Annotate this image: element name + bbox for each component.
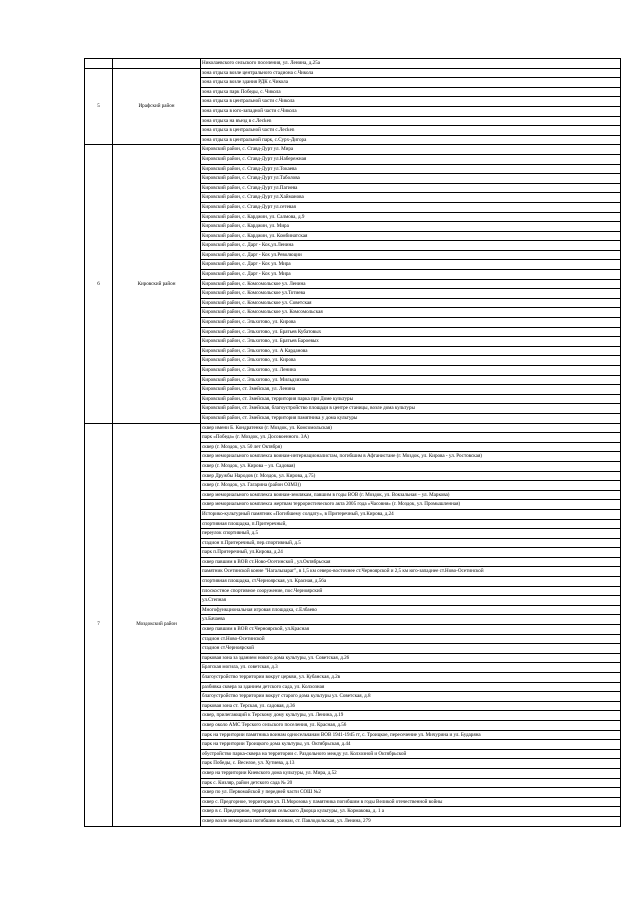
location-cell: Кировский район, с. Ставд-Дурт ул. Мира	[201, 145, 621, 155]
location-cell: зона отдыха возле центрального стадиона с.Чикола	[201, 68, 621, 78]
location-cell: стадион ст.Ново-Осетинской	[201, 634, 621, 644]
location-cell: плоскостное спортивное сооружение, пос.Черноярский	[201, 586, 621, 596]
location-cell: Братская могила, ул. советская, д.3	[201, 663, 621, 673]
location-cell: Кировский район, с. Ставд-Дурт ул.Таболова	[201, 174, 621, 184]
location-cell: зона отдыха возле здания РДК с.Чикола	[201, 78, 621, 88]
location-cell: Кировский район, с. Карджин, ул. Мира	[201, 222, 621, 232]
table-row	[85, 68, 621, 78]
location-cell: сквер на территории Киевского дома культуры, ул. Мира, д.52	[201, 768, 621, 778]
location-cell: зона отдыха в юго-западной части с.Чикола	[201, 106, 621, 116]
location-cell: Кировский район, с. Ставд-Дурт ул.Токаева	[201, 164, 621, 174]
location-cell: парковая зона за зданием нового дома культуры, ул. Советская, д.26	[201, 653, 621, 663]
location-cell: Кировский район, с. Эльхотово, ул. Кирова	[201, 318, 621, 328]
location-cell: зона отдыха на въезд в с.Лесken	[201, 116, 621, 126]
location-cell: парковая зона ст. Терская, ул. садовая, д.36	[201, 701, 621, 711]
location-cell: Кировский район, с. Комсомольское ул. Комсомольская	[201, 308, 621, 318]
document-page	[84, 58, 620, 827]
location-cell: Кировский район, с. Эльхотово, ул. Кирова	[201, 356, 621, 366]
location-cell: Кировский район, с. Эльхотово, ул. Мильдзихова	[201, 375, 621, 385]
group-number: 7	[85, 423, 113, 826]
location-cell: благоустройство территории вокруг старого дома культуры ул. Советская, д.8	[201, 692, 621, 702]
group-number: 5	[85, 68, 113, 145]
location-cell: сквер (г. Моздок, ул. Кирова – ул. Садовая)	[201, 461, 621, 471]
location-cell: Кировский район, с. Карджин, ул. Салмова, д.9	[201, 212, 621, 222]
location-cell: Кировский район, с. Эльхотово, ул. А Карданова	[201, 346, 621, 356]
location-cell: Кировский район, с. Дарг - Кох ул. Мира	[201, 260, 621, 270]
location-cell: парк «Победа» (г. Моздок, ул. Досовоенного. 3А)	[201, 433, 621, 443]
district-name: Моздокский район	[113, 423, 201, 826]
location-cell: сквер с. Предгорное, территория ул. П.Морозова у памятника погибшим в годы Великой отечественной войны	[201, 797, 621, 807]
location-cell: памятник Осетинской конне "Нагалызараг", в 1,5 км северо-восточнее ст.Черноярской и 2,5 км юго-западнее ст.Ново-Осетинской	[201, 567, 621, 577]
table-row	[85, 59, 621, 69]
location-cell: сквер павшим в ВОВ ст.Ново-Осетинской , ул.Октябрьская	[201, 557, 621, 567]
location-cell: Кировский район, с. Комсомольское ул. Советская	[201, 298, 621, 308]
location-cell: зона отдыха в центральной парк, с.Сурх-Дигора	[201, 135, 621, 145]
location-cell: обустройство парка-сквера на территории с. Раздольного между ул. Колхозной и Октябрьской	[201, 749, 621, 759]
location-cell: Кировский район, ст. Змейская, благоустройство площади в центре станицы, возле дома культуры	[201, 404, 621, 414]
location-cell: Многофункциональная игровая площадка, с.Елбаево	[201, 605, 621, 615]
group-number: 6	[85, 145, 113, 423]
location-cell: сквер возле мемориала погибшим воинам, ст. Павлодольская, ул. Ленина, 279	[201, 816, 621, 826]
location-cell: Кировский район, с. Эльхотово, ул. Братьев Кубатовых	[201, 327, 621, 337]
location-cell: парк с. Кизляр, район детского сада № 20	[201, 778, 621, 788]
district-name	[113, 59, 201, 69]
location-cell: сквер Дружбы Народов (г. Моздок, ул. Кирова, д.75)	[201, 471, 621, 481]
location-cell: зона отдыха парк Победы, с. Чикола	[201, 87, 621, 97]
location-cell: Кировский район, ст. Змейская, территория памятника у дома культуры	[201, 413, 621, 423]
location-cell: Кировский район, с. Ставд-Дурт ул.Набережная	[201, 154, 621, 164]
table-row	[85, 423, 621, 433]
location-cell: зона отдыха в центральной части с.Лесken	[201, 126, 621, 136]
district-name: Кировский район	[113, 145, 201, 423]
location-cell: парк Победы, с. Веселое, ул. Хутиева, д.13	[201, 759, 621, 769]
locations-table	[84, 58, 621, 827]
location-cell: сквер имени Б. Кондратенко (г. Моздок, ул. Комсомольская)	[201, 423, 621, 433]
location-cell: Кировский район, ст. Змейская, ул. Ленина	[201, 385, 621, 395]
group-number	[85, 59, 113, 69]
location-cell: сквер (г. Моздок, ул. 50 лет Октября)	[201, 442, 621, 452]
location-cell: Кировский район, с. Комсомольское ул.Тотиева	[201, 289, 621, 299]
location-cell: сквер в с. Предгорное, территория сельского Дворца культуры, ул. Кормакова, д. 1 а	[201, 807, 621, 817]
location-cell: стадион п.Притеречный, пер.спортивный, д.5	[201, 538, 621, 548]
location-cell: парк на территории Троицкого дома культуры, ул. Октябрьская, д.44	[201, 740, 621, 750]
location-cell: зона отдыха в центральной части с.Чикола	[201, 97, 621, 107]
location-cell: сквер по ул. Первомайской у передней части СОШ №2	[201, 788, 621, 798]
location-cell: разбивка сквера за зданием детского сада, ул. Колхозная	[201, 682, 621, 692]
location-cell: Кировский район, ст. Змейская, территория парка при Доме культуры	[201, 394, 621, 404]
location-cell: благоустройство территории вокруг церкви, ул. Кубанская, д.2в	[201, 673, 621, 683]
location-cell: парк п.Притеречный, ул.Кирова, д.24	[201, 548, 621, 558]
location-cell: ул.Степная	[201, 596, 621, 606]
location-cell: Николаевского сельского поселения, ул. Ленина, д.25а	[201, 59, 621, 69]
location-cell: Кировский район, с. Ставд-Дурт ул.Хайманова	[201, 193, 621, 203]
location-cell: Кировский район, с. Эльхотово, ул. Ленина	[201, 366, 621, 376]
location-cell: ул.Бачаева	[201, 615, 621, 625]
location-cell: Кировский район, с. Карджин, ул. Комбинатская	[201, 231, 621, 241]
location-cell: сквер около АМС Терского сельского поселения, ул. Красная, д.56	[201, 720, 621, 730]
location-cell: Кировский район, с. Дарг - Кох ул. Мира	[201, 270, 621, 280]
location-cell: спортивная площадка, ст.Черноярская, ул. Красная, д.56а	[201, 577, 621, 587]
location-cell: Кировский район, с. Дарг - Кох,ул.Ленина	[201, 241, 621, 251]
location-cell: сквер мемориального комплекса воинам-землякам, павшим в годы ВОВ (г. Моздок, ул. Вокзальная – ул. Маркова)	[201, 490, 621, 500]
location-cell: переулок спортивный, д.5	[201, 529, 621, 539]
location-cell: сквер павшим в ВОВ ст.Черноярской, ул.Красная	[201, 625, 621, 635]
location-cell: Кировский район, с. Ставд-Дурт ул.сетевая	[201, 202, 621, 212]
district-name: Ирафский район	[113, 68, 201, 145]
location-cell: Историко-культурный памятник «Погибшему солдату», в Притеречный, ул.Кирова, д.24	[201, 509, 621, 519]
table-row	[85, 145, 621, 155]
location-cell: Кировский район, с. Дарг - Кох ул.Революции	[201, 250, 621, 260]
location-cell: Кировский район, с. Ставд-Дурт ул.Пагиева	[201, 183, 621, 193]
location-cell: Кировский район, с. Комсомольское ул. Ленина	[201, 279, 621, 289]
location-cell: сквер (г. Моздок, ул. Гагарина (район ОЗМЗ))	[201, 481, 621, 491]
location-cell: Кировский район, с. Эльхотово, ул. Братьев Бароевых	[201, 337, 621, 347]
location-cell: сквер, прилегающий к Терскому дому культуры, ул. Ленина, д.19	[201, 711, 621, 721]
location-cell: сквер мемориального комплекса воинам-интернационалистам, погибшим в Афганистане (г. Моздок, ул. Кирова - ул. Ростовская)	[201, 452, 621, 462]
location-cell: спортивная площадка, п.Притеречный,	[201, 519, 621, 529]
location-cell: парк на территории памятника воинам односельчанам ВОВ 1941-1945 гг, с. Троицкое, пересечение ул. Мичурина и ул. Бударяна	[201, 730, 621, 740]
location-cell: стадион ст.Черноярской	[201, 644, 621, 654]
location-cell: сквер мемориального комплекса жертвам террористического акта 2005 года «Часовня» (г. Моздок, ул. Промышленная)	[201, 500, 621, 510]
